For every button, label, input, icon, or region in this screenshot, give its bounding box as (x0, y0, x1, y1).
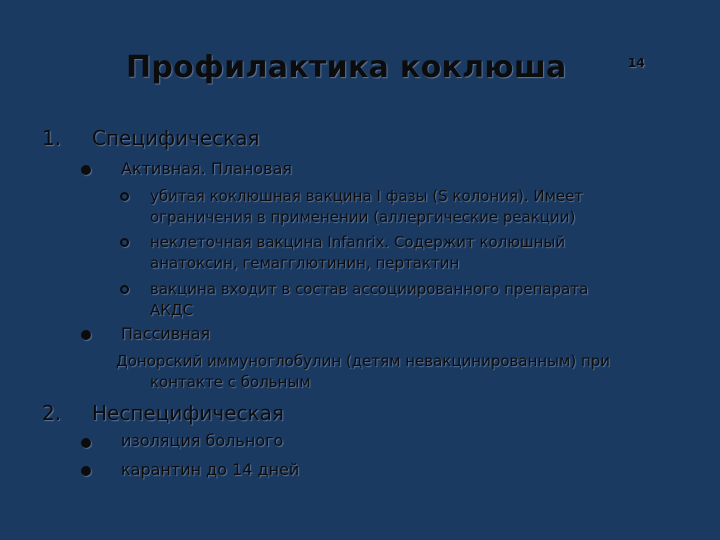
page-number: 14 (628, 56, 645, 70)
bullet-ring-icon (120, 285, 129, 294)
passive-label: Пассивная (121, 324, 211, 343)
bullet-dot-icon (81, 330, 91, 340)
nonspecific-item-2: карантин до 14 дней (121, 460, 300, 479)
slide-title: Профилактика коклюша (126, 50, 567, 85)
section-2-label: Неспецифическая (92, 401, 284, 425)
bullet-ring-icon (120, 192, 129, 201)
section-1-number: 1. (42, 126, 62, 150)
bullet-ring-icon (120, 238, 129, 247)
bullet-dot-icon (81, 165, 91, 175)
active-item-3-line-1: вакцина входит в состав ассоциированного препарата (150, 280, 589, 298)
passive-text-line-1: Донорский иммуноглобулин (детям невакцинированным) при (116, 352, 611, 370)
section-2-number: 2. (42, 401, 62, 425)
active-item-1-line-2: ограничения в применении (аллергические реакции) (150, 208, 576, 226)
active-item-2-line-1: неклеточная вакцина Infanrix. Содержит колюшный (150, 233, 566, 251)
bullet-dot-icon (81, 438, 91, 448)
active-label: Активная. Плановая (121, 159, 292, 178)
active-item-3-line-2: АКДС (150, 301, 194, 319)
passive-text-line-2: контакте с больным (150, 373, 311, 391)
nonspecific-item-1: изоляция больного (121, 431, 284, 450)
bullet-dot-icon (81, 466, 91, 476)
section-1-label: Специфическая (92, 126, 260, 150)
active-item-1-line-1: убитая коклюшная вакцина I фазы (S колония). Имеет (150, 187, 584, 205)
active-item-2-line-2: анатоксин, гемагглютинин, пертактин (150, 254, 460, 272)
